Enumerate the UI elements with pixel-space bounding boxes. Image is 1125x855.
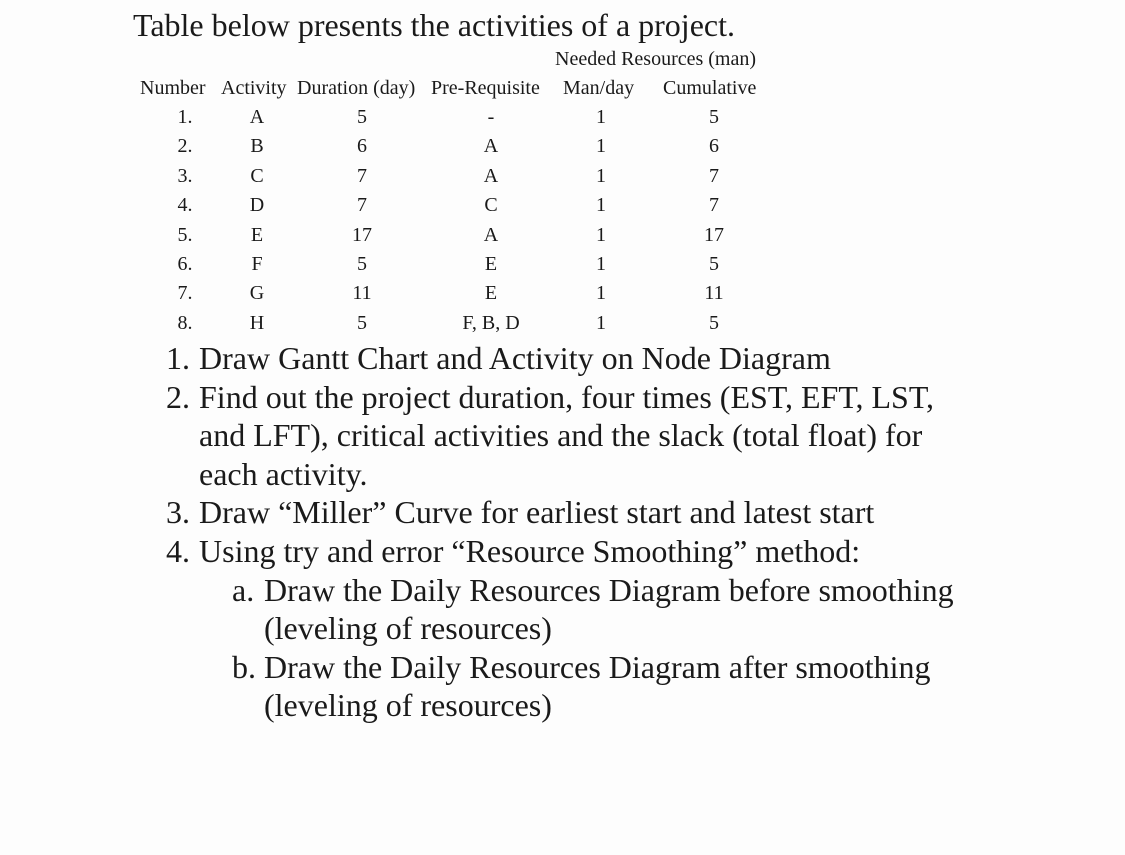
cell-number: 5. [177,223,193,246]
cell-activity: H [249,311,265,334]
resources-group-header: Needed Resources (man) [555,48,757,70]
cell-number: 4. [177,194,193,217]
cell-prerequisite: - [487,106,495,128]
header-duration: Duration (day) [297,77,416,99]
cell-man-day: 1 [596,135,606,158]
cell-prerequisite: E [484,282,498,305]
cell-duration: 5 [357,253,367,275]
cell-activity: C [250,164,264,187]
header-prerequisite: Pre-Requisite [431,77,540,99]
cell-man-day: 1 [596,164,606,187]
task-text-line: and LFT), critical activities and the slack (total float) for [199,417,923,454]
subtask-number: b. [232,648,256,685]
task-number: 2. [166,378,190,415]
cell-man-day: 1 [596,311,606,334]
subtask-text-line: (leveling of resources) [264,610,552,647]
cell-cumulative: 11 [704,282,724,305]
header-number: Number [140,77,206,99]
subtask-text-line: (leveling of resources) [264,687,552,724]
cutoff-heading [132,0,952,4]
cell-duration: 5 [357,106,367,128]
cell-cumulative: 7 [709,194,719,217]
cell-number: 7. [177,282,193,305]
cell-number: 1. [177,106,193,128]
task-text-line: Draw Gantt Chart and Activity on Node Diagram [199,340,831,376]
cell-activity: B [250,135,264,158]
task-number: 3. [166,494,190,531]
cell-activity: F [251,253,263,275]
cell-cumulative: 5 [709,311,719,334]
cell-activity: D [249,194,265,217]
cell-duration: 7 [357,194,367,217]
cell-man-day: 1 [596,223,606,246]
header-activity: Activity [221,77,287,99]
task-text-line: Draw “Miller” Curve for earliest start and latest start [199,494,875,531]
task-text-line: Using try and error “Resource Smoothing” method: [199,533,861,569]
cell-duration: 17 [352,223,372,246]
cell-prerequisite: A [483,135,499,158]
cell-number: 6. [177,253,193,275]
cell-cumulative: 17 [704,223,724,246]
cell-prerequisite: A [483,223,499,246]
cell-number: 8. [177,311,193,334]
header-cumulative: Cumulative [663,77,757,99]
header-man-day: Man/day [563,77,635,99]
cell-duration: 5 [357,311,367,334]
cell-duration: 11 [352,282,372,305]
cell-man-day: 1 [596,282,606,305]
subtask-text-line: Draw the Daily Resources Diagram before smoothing [264,571,954,608]
cell-activity: G [249,282,265,305]
cell-duration: 7 [357,164,367,187]
cell-activity: A [249,106,265,128]
cell-man-day: 1 [596,194,606,217]
cell-duration: 6 [357,135,367,158]
task-number: 4. [166,533,190,569]
cell-number: 2. [177,135,193,158]
subtask-text-line: Draw the Daily Resources Diagram after smoothing [264,648,931,685]
intro-text: Table below presents the activities of a project. [133,7,735,43]
cell-prerequisite: F, B, D [462,311,520,334]
task-text-line: Find out the project duration, four times (EST, EFT, LST, [199,378,934,415]
cell-cumulative: 5 [709,253,719,275]
cell-cumulative: 6 [709,135,719,158]
task-text-line: each activity. [199,455,368,492]
cell-man-day: 1 [596,106,606,128]
cell-prerequisite: A [483,164,499,187]
subtask-number: a. [232,571,255,608]
cell-activity: E [250,223,264,246]
cell-number: 3. [177,164,193,187]
task-number: 1. [166,340,190,376]
cell-prerequisite: C [484,194,498,217]
cell-cumulative: 7 [709,164,719,187]
cell-cumulative: 5 [709,106,719,128]
cell-man-day: 1 [596,253,606,275]
cell-prerequisite: E [484,253,498,275]
